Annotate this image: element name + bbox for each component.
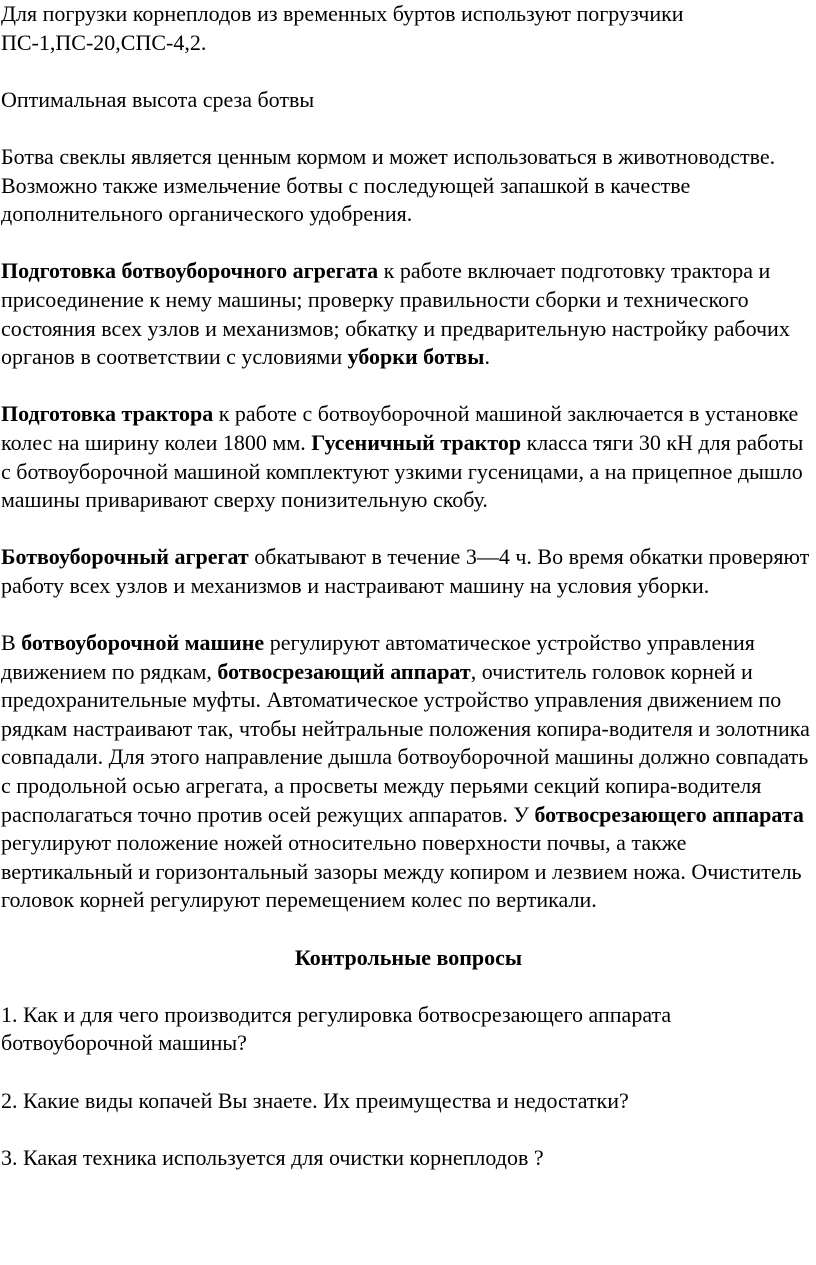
spacer: [1, 1058, 816, 1087]
text-run: , очиститель головок корней и предохранительные муфты. Автоматическое устройство управления движением по рядкам настраивают так, чтобы нейтральные положения копира-водителя и золотника совпадали. Для этого направление дышла ботвоуборочной машины должно совпадать с продольной осью агрегата, а просветы между перьями секций копира-водителя располагаться точно против осей режущих аппаратов. У: [1, 658, 810, 827]
paragraph-aggregate-preparation: [1, 257, 816, 371]
paragraph-tractor-preparation: [1, 400, 816, 514]
bold-term: ботвосрезающий аппарат: [217, 658, 471, 684]
bold-term: уборки ботвы: [347, 344, 485, 370]
text-run: регулируют автоматическое устройство управления движением по рядкам,: [1, 630, 755, 684]
spacer: [1, 972, 816, 1001]
question-item: 3. Какая техника используется для очистки корнеплодов ?: [1, 1144, 544, 1170]
text-run: к работе с ботвоуборочной машиной заключается в установке колес на ширину колеи 1800 мм.: [1, 401, 799, 455]
paragraph-cut-height: Оптимальная высота среза ботвы: [1, 86, 315, 112]
question-item: 2. Какие виды копачей Вы знаете. Их преимущества и недостатки?: [1, 1087, 629, 1113]
paragraph-tops-feed: Ботва свеклы является ценным кормом и может использоваться в животноводстве. Возможно также измельчение ботвы с последующей запашкой в качестве дополнительного органического удобрения.: [1, 143, 776, 227]
heading-text: Контрольные вопросы: [294, 944, 523, 970]
text-run: к работе включает подготовку трактора и присоединение к нему машины; проверку правильности сборки и технического состояния всех узлов и механизмов; обкатку и предварительную настройку рабочих органов в соответствии с условиями: [1, 258, 790, 370]
text-run: класса тяги 30 кН для работы с ботвоуборочной машиной комплектуют узкими гусеницами, а на прицепное дышло машины приваривают сверху понизительную скобу.: [1, 429, 804, 513]
spacer: [1, 600, 816, 629]
text-run: В: [1, 630, 22, 656]
spacer: [1, 1115, 816, 1144]
section-heading: [1, 944, 816, 973]
spacer: [1, 515, 816, 544]
bold-term: Ботвоуборочный агрегат: [1, 544, 249, 570]
bold-term: ботвоуборочной машине: [21, 630, 265, 656]
spacer: [1, 57, 816, 86]
bold-term: ботвосрезающего аппарата: [534, 801, 804, 827]
bold-term: Подготовка трактора: [1, 401, 214, 427]
bold-term: Гусеничный трактор: [311, 429, 522, 455]
spacer: [1, 114, 816, 143]
paragraph-loaders: Для погрузки корнеплодов из временных буртов используют погрузчики ПС-1,ПС-20,СПС-4,2.: [1, 1, 684, 55]
text-run: обкатывают в течение 3—4 ч. Во время обкатки проверяют работу всех узлов и механизмов и настраивают машину на условия уборки.: [1, 544, 810, 598]
spacer: [1, 372, 816, 401]
text-run: регулируют положение ножей относительно поверхности почвы, а также вертикальный и горизонтальный зазоры между копиром и лезвием ножа. Очиститель головок корней регулируют перемещением колес по вертикали.: [1, 830, 802, 913]
text-run: .: [484, 344, 490, 370]
paragraph-adjustment: [1, 629, 816, 915]
paragraph-run-in: [1, 543, 816, 600]
question-item: 1. Как и для чего производится регулировка ботвосрезающего аппарата ботвоуборочной машины?: [1, 1001, 672, 1056]
spacer: [1, 915, 816, 944]
bold-term: Подготовка ботвоуборочного агрегата: [1, 258, 379, 284]
spacer: [1, 229, 816, 258]
